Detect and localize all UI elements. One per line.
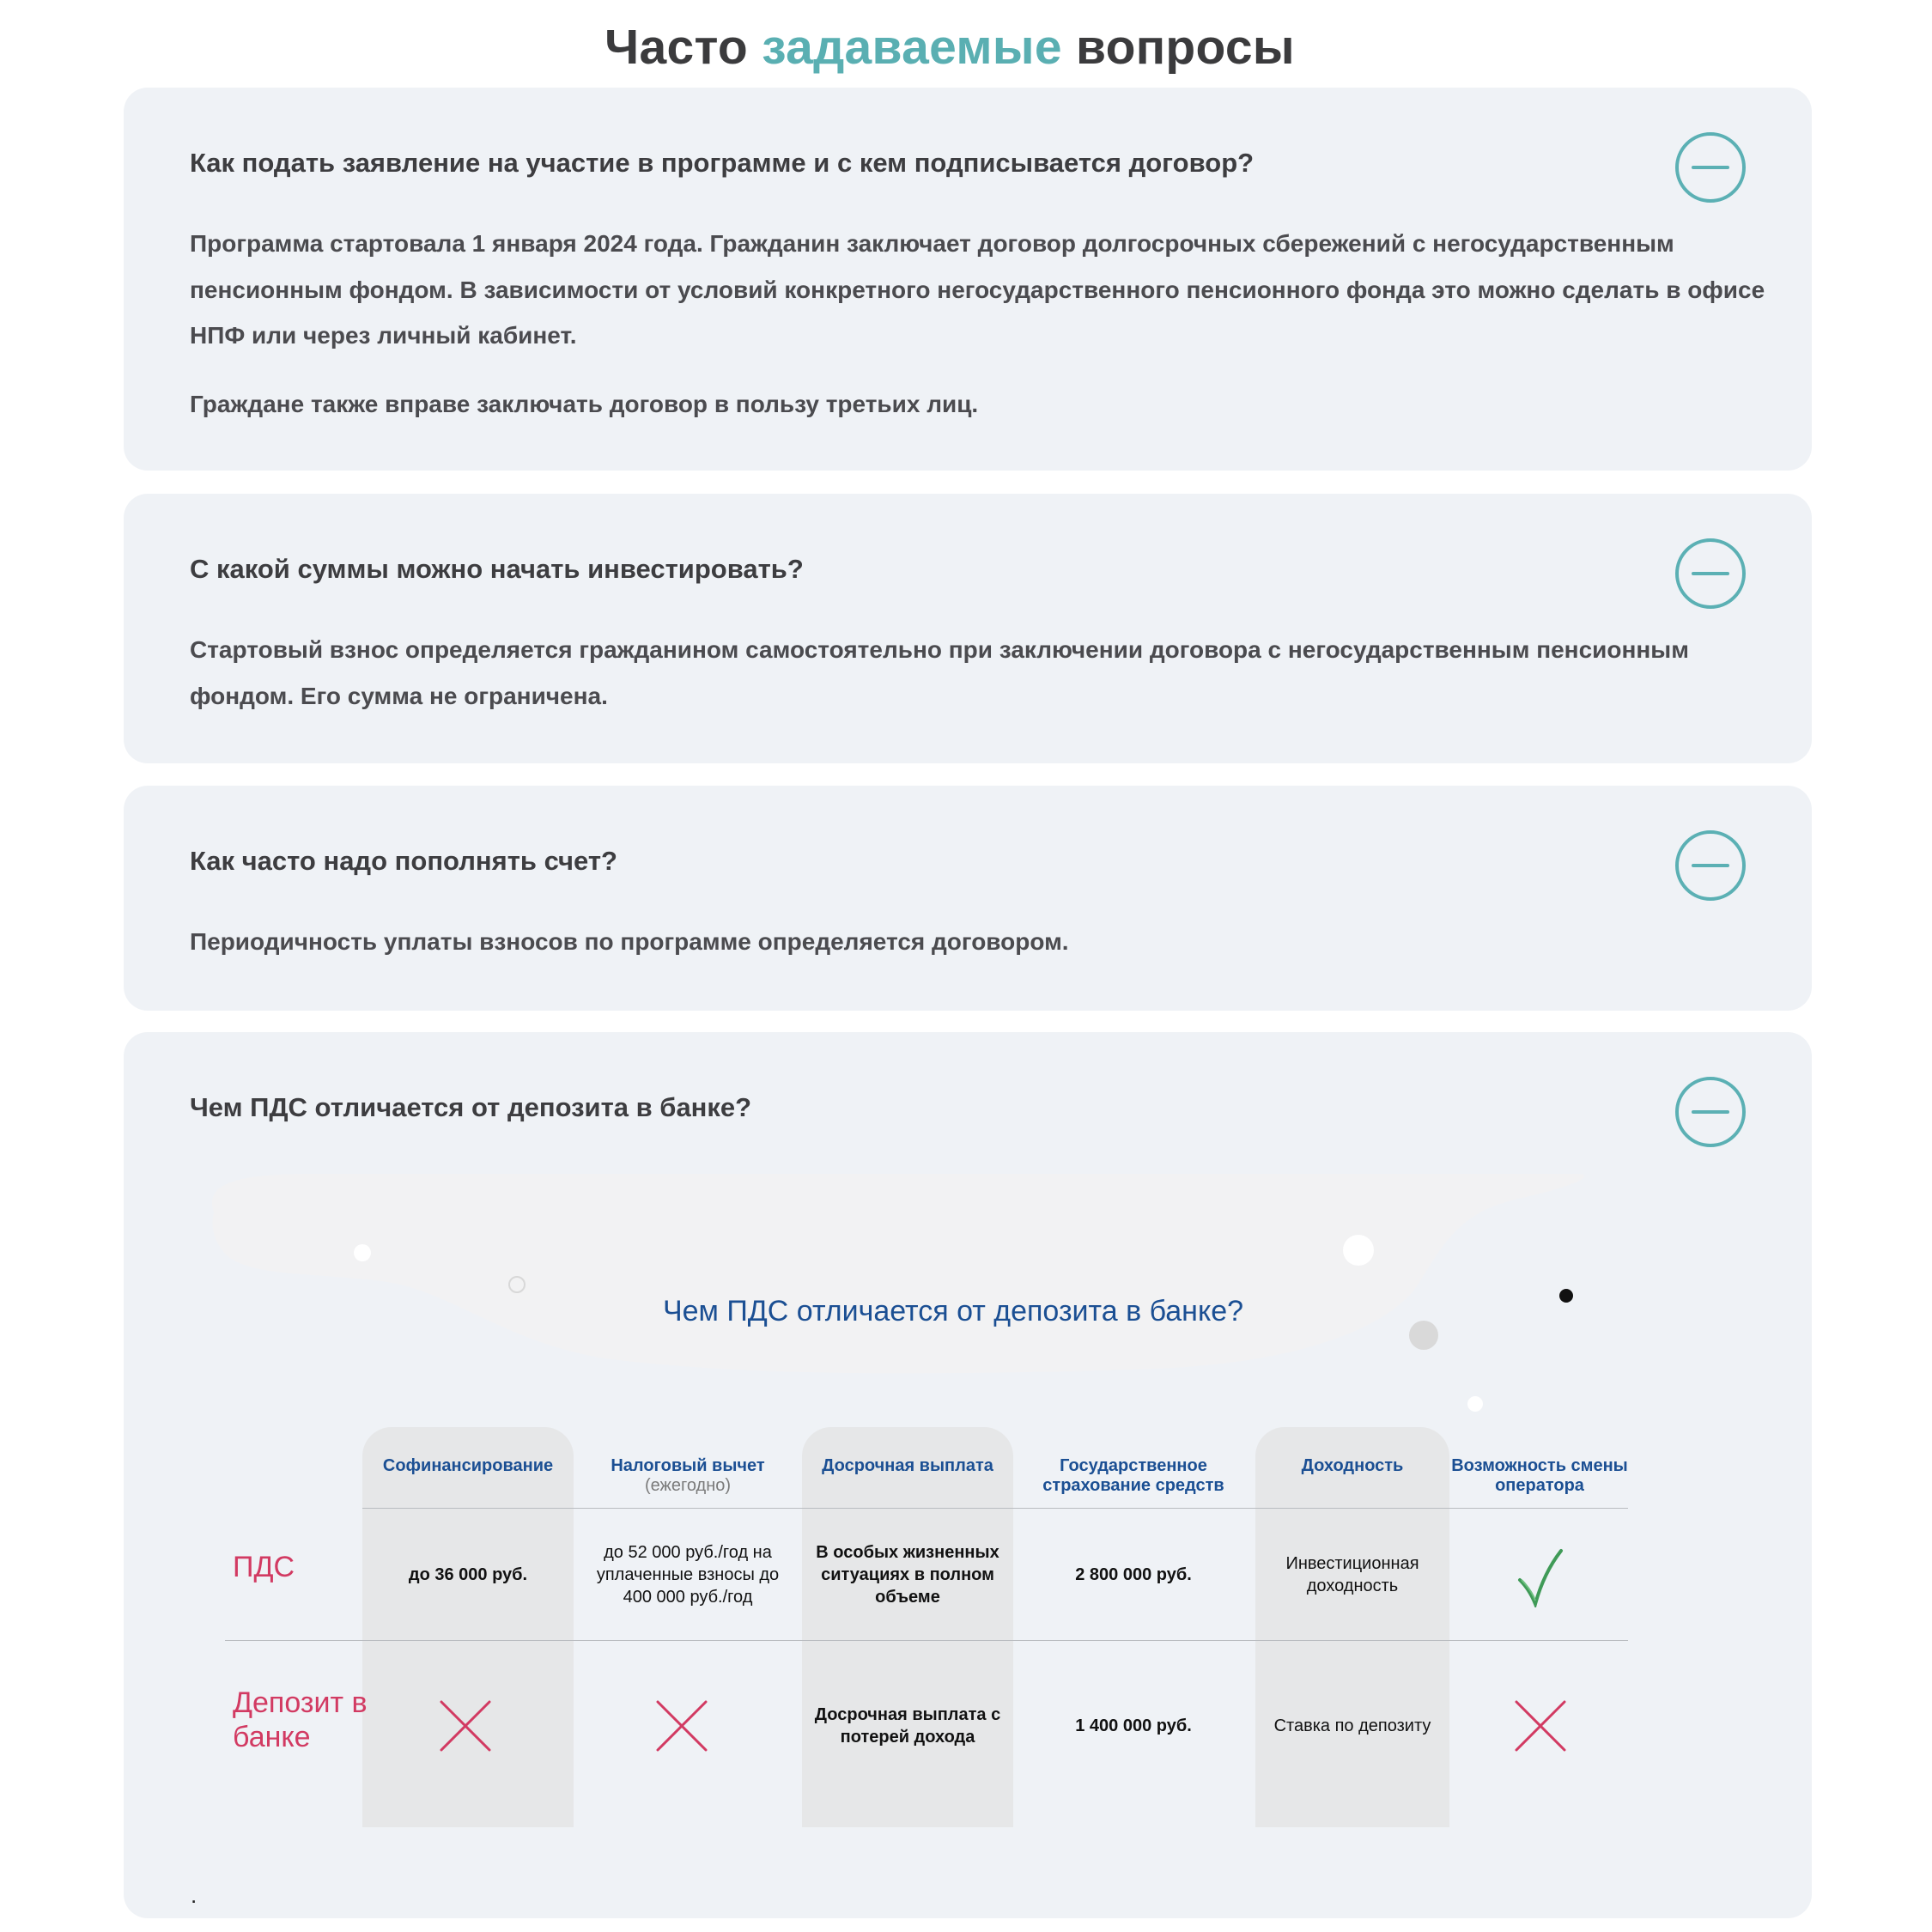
header-divider	[362, 1508, 1628, 1509]
column-background	[362, 1427, 574, 1827]
comparison-title: Чем ПДС отличается от депозита в банке?	[662, 1295, 1244, 1327]
minus-circle-icon[interactable]	[1675, 538, 1746, 609]
title-part-2: вопросы	[1075, 20, 1295, 75]
row-divider	[225, 1640, 1628, 1641]
answer-paragraph: Стартовый взнос определяется гражданином самостоятельно при заключении договора с негосударственным пенсионным фондом. Его сумма не ограничена.	[190, 636, 1689, 709]
faq-item-3	[124, 786, 1812, 1011]
table-cell: до 36 000 руб.	[408, 1565, 528, 1584]
table-cell: Ставка по депозиту	[1273, 1716, 1431, 1735]
decor-dot	[1343, 1235, 1374, 1266]
faq-answer	[190, 221, 1787, 449]
answer-paragraph: Периодичность уплаты взносов по программе определяется договором.	[190, 928, 1069, 955]
faq-question[interactable]: Как подать заявление на участие в программе и с кем подписывается договор?	[190, 148, 1255, 178]
row-label-deposit: Депозит в банке	[233, 1686, 368, 1753]
title-part-1: Часто	[605, 20, 749, 75]
faq-item-4	[124, 1032, 1812, 1918]
table-cell	[574, 1535, 802, 1614]
decor-dot	[1467, 1396, 1483, 1412]
cross-icon	[654, 1698, 709, 1753]
title-accent: задаваемые	[762, 20, 1062, 75]
page-title	[0, 19, 1899, 76]
table-cell: 2 800 000 руб.	[1075, 1565, 1192, 1584]
faq-answer	[190, 919, 1787, 987]
column-header: Доходность	[1301, 1456, 1404, 1475]
column-background	[802, 1427, 1013, 1827]
table-cell: В особых жизненных ситуациях в полном объеме	[816, 1543, 999, 1607]
answer-paragraph: Граждане также вправе заключать договор в пользу третьих лиц.	[190, 390, 979, 417]
table-cell: Инвестиционная доходность	[1285, 1554, 1419, 1595]
trailing-text: .	[191, 1882, 197, 1908]
tax-cell-text: до 52 000 руб./год на уплаченные взносы до 400 000 руб./год	[596, 1543, 780, 1607]
decor-dot	[508, 1276, 526, 1293]
cross-icon	[1513, 1698, 1568, 1753]
faq-answer	[190, 627, 1787, 741]
comparison-infographic	[124, 1032, 1812, 1917]
answer-paragraph: Программа стартовала 1 января 2024 года. Гражданин заключает договор долгосрочных сбережений с негосударственным пенсионным фондом. В зависимости от условий конкретного негосударственного пенсионного фонда это можно сделать в офисе НПФ или через личный кабинет.	[190, 230, 1765, 349]
cross-icon	[438, 1698, 493, 1753]
faq-question[interactable]: С какой суммы можно начать инвестировать?	[190, 554, 804, 584]
faq-item-1	[124, 88, 1812, 471]
table-cell: 1 400 000 руб.	[1075, 1716, 1192, 1735]
decor-dot	[354, 1244, 371, 1261]
column-header: Софинансирование	[382, 1456, 554, 1475]
minus-circle-icon[interactable]	[1675, 830, 1746, 901]
column-header: Досрочная выплата	[822, 1456, 993, 1475]
faq-item-2	[124, 494, 1812, 763]
column-header: Государственное страхование средств	[1042, 1456, 1224, 1495]
faq-question[interactable]: Как часто надо пополнять счет?	[190, 846, 617, 876]
column-header: Возможность смены оператора	[1451, 1456, 1628, 1495]
row-label-pds: ПДС	[233, 1551, 295, 1583]
table-cell: Досрочная выплата с потерей дохода	[814, 1705, 1001, 1747]
faq-question[interactable]: Чем ПДС отличается от депозита в банке?	[190, 1092, 752, 1122]
column-background	[1255, 1427, 1449, 1827]
check-icon	[1516, 1547, 1564, 1607]
minus-circle-icon[interactable]	[1675, 132, 1746, 203]
column-header: Налоговый вычет (ежегодно)	[611, 1456, 765, 1495]
